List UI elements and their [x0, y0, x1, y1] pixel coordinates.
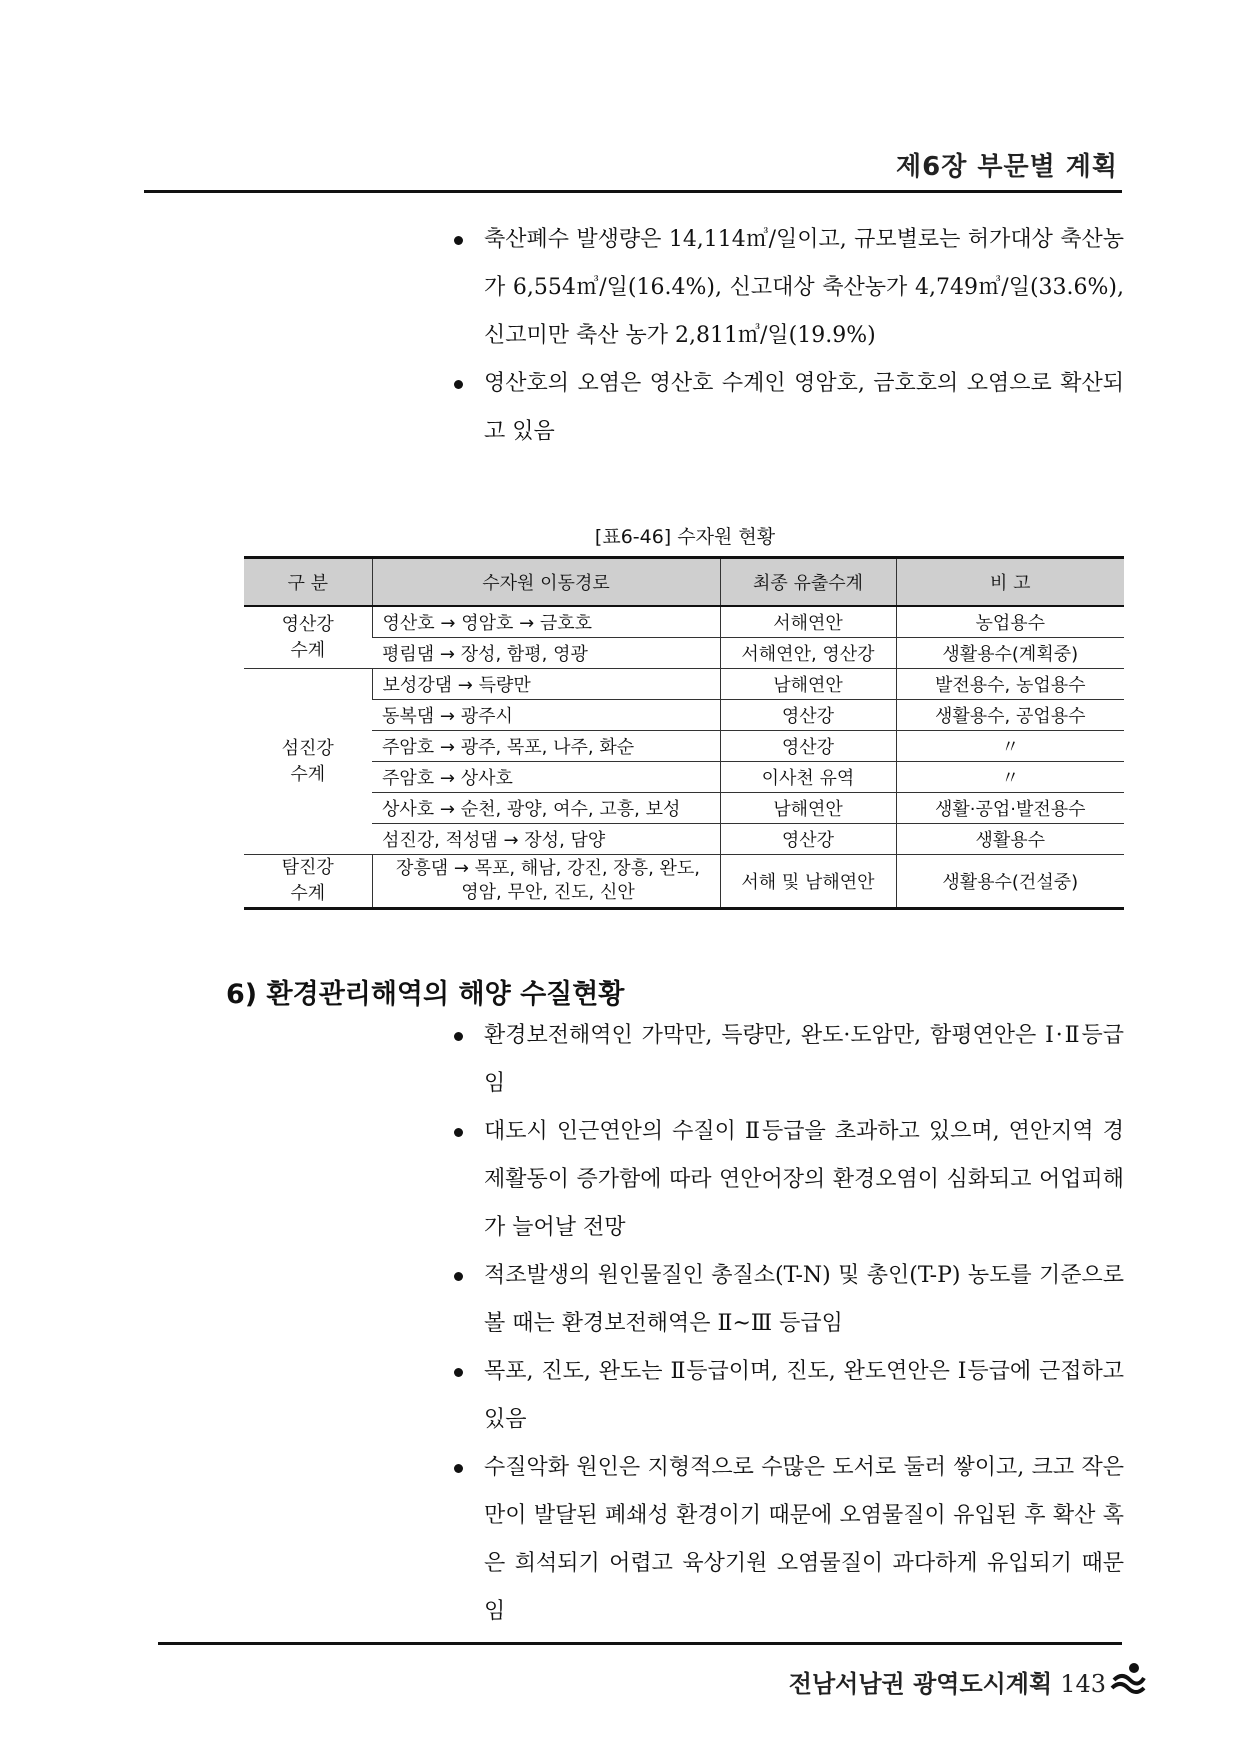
- outlet-cell: 남해연안: [720, 793, 896, 824]
- footer-title: 전남서남권 광역도시계획: [788, 1670, 1053, 1698]
- table-row: [244, 731, 1124, 762]
- col-header-outlet: 최종 유출수계: [720, 558, 896, 607]
- bullet-text: 환경보전해역인 가막만, 득량만, 완도·도암만, 함평연안은 Ⅰ·Ⅱ등급임: [484, 1023, 1124, 1096]
- note-cell: 생활용수: [896, 824, 1124, 855]
- note-cell: 생활용수, 공업용수: [896, 700, 1124, 731]
- outlet-cell: 영산강: [720, 731, 896, 762]
- group-name: 영산강 수계: [244, 606, 372, 669]
- bullet-dot-icon: [454, 1128, 463, 1137]
- table-header-row: [244, 558, 1124, 607]
- header-divider: [144, 190, 1122, 193]
- bullet-dot-icon: [454, 1272, 463, 1281]
- note-cell: 발전용수, 농업용수: [896, 669, 1124, 700]
- note-cell: 생활용수(건설중): [896, 855, 1124, 909]
- route-cell: 섬진강, 적성댐 → 장성, 담양: [372, 824, 720, 855]
- table-row: [244, 669, 1124, 700]
- intro-bullet-2: [448, 360, 1124, 456]
- bullet-dot-icon: [454, 1464, 463, 1473]
- bullet-text: 적조발생의 원인물질인 총질소(T-N) 및 총인(T-P) 농도를 기준으로 볼 때는 환경보전해역은 Ⅱ~Ⅲ 등급임: [484, 1263, 1124, 1336]
- outlet-cell: 서해연안, 영산강: [720, 638, 896, 669]
- table-caption: [0, 522, 1240, 549]
- bullet-text: 수질악화 원인은 지형적으로 수많은 도서로 둘러 쌓이고, 크고 작은 만이 발달된 폐쇄성 환경이기 때문에 오염물질이 유입된 후 확산 혹은 희석되기 어렵고 육상기원 오염물질이 과다하게 유입되기 때문임: [484, 1455, 1124, 1624]
- note-cell: 〃: [896, 731, 1124, 762]
- table-row: [244, 855, 1124, 909]
- note-cell: 생활용수(계획중): [896, 638, 1124, 669]
- bullet-text: 영산호의 오염은 영산호 수계인 영암호, 금호호의 오염으로 확산되고 있음: [484, 371, 1124, 444]
- bullet-text: 대도시 인근연안의 수질이 Ⅱ등급을 초과하고 있으며, 연안지역 경제활동이 증가함에 따라 연안어장의 환경오염이 심화되고 어업피해가 늘어날 전망: [484, 1119, 1124, 1240]
- footer: [789, 1664, 1106, 1699]
- section-bullet-4: [448, 1348, 1124, 1444]
- footer-divider: [158, 1642, 1122, 1645]
- group-name: 탐진강 수계: [244, 855, 372, 909]
- bullet-text: 축산폐수 발생량은 14,114㎥/일이고, 규모별로는 허가대상 축산농가 6,554㎥/일(16.4%), 신고대상 축산농가 4,749㎥/일(33.6%), 신고미만 축산 농가 2,811㎥/일(19.9%): [484, 227, 1124, 348]
- table-row: [244, 638, 1124, 669]
- table-row: [244, 606, 1124, 638]
- route-cell: 보성강댐 → 득량만: [372, 669, 720, 700]
- note-cell: 농업용수: [896, 606, 1124, 638]
- col-header-category: 구 분: [244, 558, 372, 607]
- outlet-cell: 영산강: [720, 824, 896, 855]
- outlet-cell: 서해 및 남해연안: [720, 855, 896, 909]
- bullet-dot-icon: [454, 236, 463, 245]
- section-title: 6) 환경관리해역의 해양 수질현황: [226, 979, 625, 1010]
- outlet-cell: 영산강: [720, 700, 896, 731]
- outlet-cell: 남해연안: [720, 669, 896, 700]
- note-cell: 〃: [896, 762, 1124, 793]
- water-resource-table: [244, 556, 1124, 910]
- intro-bullet-1: [448, 216, 1124, 360]
- table-row: [244, 700, 1124, 731]
- bullet-dot-icon: [454, 380, 463, 389]
- section-bullet-list: [448, 1012, 1124, 1636]
- outlet-cell: 이사천 유역: [720, 762, 896, 793]
- outlet-cell: 서해연안: [720, 606, 896, 638]
- bullet-dot-icon: [454, 1032, 463, 1041]
- section-bullet-3: [448, 1252, 1124, 1348]
- intro-bullet-list: [448, 216, 1124, 456]
- route-cell: 영산호 → 영암호 → 금호호: [372, 606, 720, 638]
- table-row: [244, 793, 1124, 824]
- route-cell: 평림댐 → 장성, 함평, 영광: [372, 638, 720, 669]
- route-cell: 동복댐 → 광주시: [372, 700, 720, 731]
- table-row: [244, 824, 1124, 855]
- col-header-route: 수자원 이동경로: [372, 558, 720, 607]
- route-cell: 장흥댐 → 목포, 해남, 강진, 장흥, 완도, 영암, 무안, 진도, 신안: [372, 855, 720, 909]
- route-cell: 상사호 → 순천, 광양, 여수, 고흥, 보성: [372, 793, 720, 824]
- route-cell: 주암호 → 광주, 목포, 나주, 화순: [372, 731, 720, 762]
- page-number: 143: [1060, 1670, 1106, 1698]
- caption-text: [표6-46] 수자원 현황: [594, 526, 776, 548]
- section-bullet-5: [448, 1444, 1124, 1636]
- route-cell: 주암호 → 상사호: [372, 762, 720, 793]
- bullet-dot-icon: [454, 1368, 463, 1377]
- table-row: [244, 762, 1124, 793]
- chapter-title: 제6장 부문별 계획: [895, 152, 1118, 182]
- bullet-text: 목포, 진도, 완도는 Ⅱ등급이며, 진도, 완도연안은 Ⅰ등급에 근접하고 있음: [484, 1359, 1124, 1432]
- col-header-note: 비 고: [896, 558, 1124, 607]
- group-name: 섬진강 수계: [244, 669, 372, 855]
- section-bullet-2: [448, 1108, 1124, 1252]
- note-cell: 생활·공업·발전용수: [896, 793, 1124, 824]
- section-bullet-1: [448, 1012, 1124, 1108]
- wave-logo-icon: [1108, 1658, 1148, 1698]
